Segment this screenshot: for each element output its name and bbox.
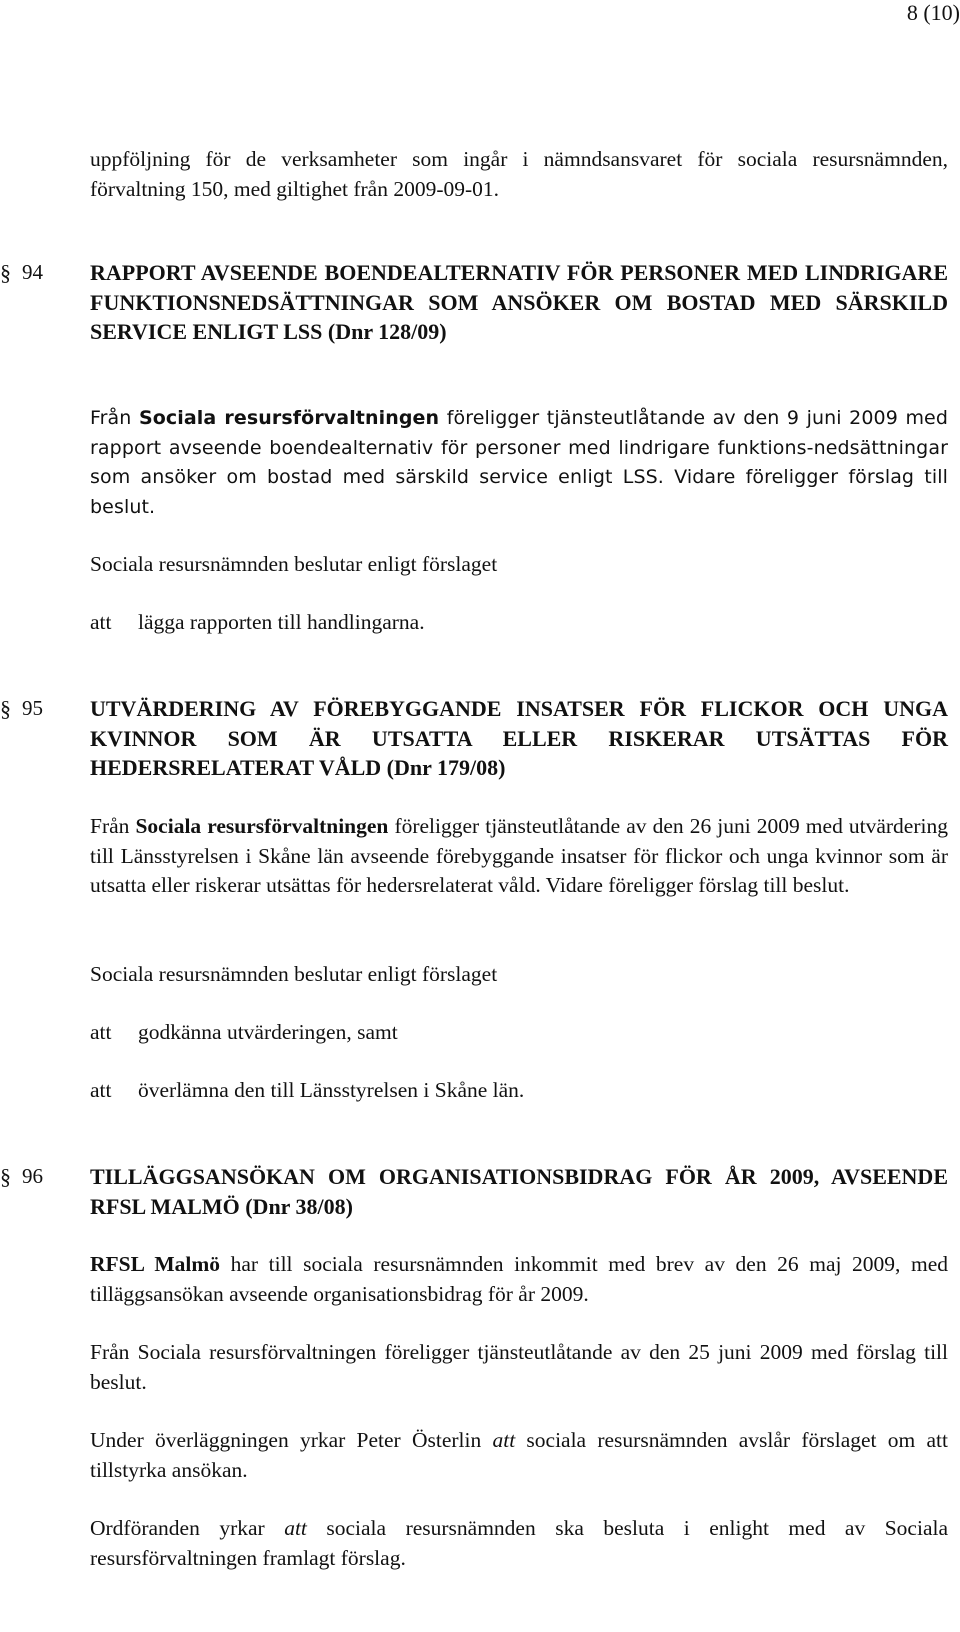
section-paragraph <box>90 1250 948 1309</box>
section-mark: § <box>0 696 11 721</box>
text-part: Under överläggningen yrkar Peter Österlin <box>90 1428 493 1452</box>
section-paragraph <box>90 404 948 522</box>
italic-att: att <box>492 1428 516 1452</box>
section-paragraph-4 <box>90 1514 948 1573</box>
decision-text: lägga rapporten till handlingarna. <box>138 610 425 634</box>
section-paragraph <box>90 812 948 901</box>
section-number: 95 <box>22 696 43 720</box>
decision-line <box>90 608 948 638</box>
decision-text: överlämna den till Länsstyrelsen i Skåne län. <box>138 1078 525 1102</box>
decision-line <box>90 1018 948 1048</box>
intro-text: uppföljning för de verksamheter som ingår i nämndsansvaret för sociala resursnämnden, förvaltning 150, med giltighet från 2009-09-01. <box>90 147 948 201</box>
text-prefix: Från <box>90 407 139 429</box>
text-rest: har till sociala resursnämnden inkommit med brev av den 26 maj 2009, med tilläggsansökan avseende organisationsbidrag för år 2009. <box>90 1252 948 1306</box>
att-label: att <box>90 610 112 634</box>
text-part: sociala resursnämnden avslår förslaget om att tillstyrka ansökan. <box>90 1428 948 1482</box>
text-rest: föreligger tjänsteutlåtande av den 26 juni 2009 med utvärdering till Länsstyrelsen i Skåne län avseende förebyggande insatser för flickor och unga kvinnor som är utsatta eller riskerar utsättas för hedersrelaterat våld. Vidare föreligger förslag till beslut. <box>90 814 948 897</box>
att-label: att <box>90 1078 112 1102</box>
text-part: Ordföranden yrkar <box>90 1516 285 1540</box>
section-paragraph-2: Från Sociala resursförvaltningen föreligger tjänsteutlåtande av den 25 juni 2009 med förslag till beslut. <box>90 1340 948 1394</box>
text-rest: föreligger tjänsteutlåtande av den 9 juni 2009 med rapport avseende boendealternativ för personer med lindrigare funktions-nedsättningar som ansöker om bostad med särskild service enligt LSS. Vidare föreligger förslag till beslut. <box>90 407 949 518</box>
section-number: 96 <box>22 1164 43 1188</box>
italic-att: att <box>284 1516 307 1540</box>
intro-paragraph <box>90 145 948 204</box>
section-heading: UTVÄRDERING AV FÖREBYGGANDE INSATSER FÖR FLICKOR OCH UNGA KVINNOR SOM ÄR UTSATTA ELLER RISKERAR UTSÄTTAS FÖR HEDERSRELATERAT VÅLD (Dnr 179/08) <box>90 696 948 780</box>
decision-intro: Sociala resursnämnden beslutar enligt förslaget <box>90 552 498 576</box>
att-label: att <box>90 1020 112 1044</box>
bold-org-name: Sociala resursförvaltningen <box>135 814 389 838</box>
page-number: 8 (10) <box>906 0 960 25</box>
text-prefix: Från <box>90 814 136 838</box>
decision-line <box>90 1076 948 1106</box>
section-heading: TILLÄGGSANSÖKAN OM ORGANISATIONSBIDRAG FÖR ÅR 2009, AVSEENDE RFSL MALMÖ (Dnr 38/08) <box>90 1164 948 1219</box>
section-mark: § <box>0 260 11 285</box>
section-heading: RAPPORT AVSEENDE BOENDEALTERNATIV FÖR PERSONER MED LINDRIGARE FUNKTIONSNEDSÄTTNINGAR SOM ANSÖKER OM BOSTAD MED SÄRSKILD SERVICE ENLIGT LSS (Dnr 128/09) <box>90 260 948 344</box>
section-number: 94 <box>22 260 43 284</box>
section-paragraph-3 <box>90 1426 948 1485</box>
decision-intro: Sociala resursnämnden beslutar enligt förslaget <box>90 962 498 986</box>
decision-text: godkänna utvärderingen, samt <box>138 1020 398 1044</box>
text-part: sociala resursnämnden ska besluta i enlight med av Sociala resursförvaltningen framlagt förslag. <box>90 1516 948 1570</box>
section-mark: § <box>0 1164 11 1189</box>
bold-org-name: Sociala resursförvaltningen <box>138 407 440 429</box>
bold-org-name: RFSL Malmö <box>90 1252 221 1276</box>
